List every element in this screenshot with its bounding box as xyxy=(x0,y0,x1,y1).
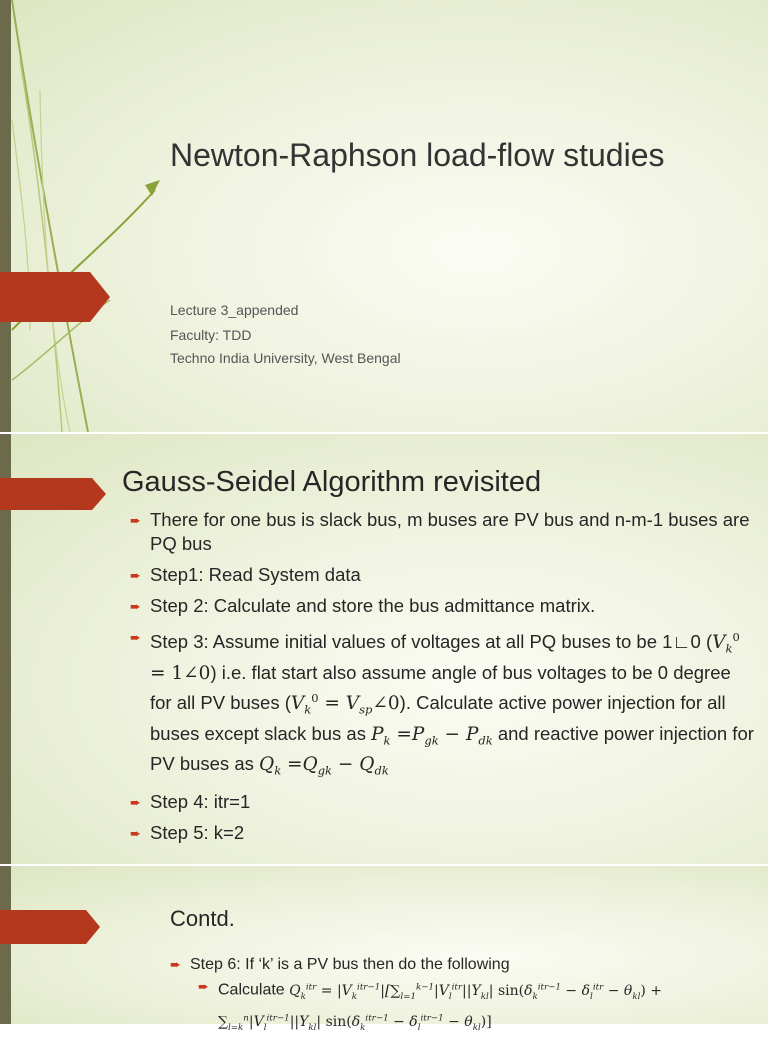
bullet-list xyxy=(130,508,755,852)
list-item: ➨ Step 5: k=2 xyxy=(130,821,755,845)
list-item-step3: ➨ Step 3: Assume initial values of voltages at all PQ buses to be 1∟0 ($V_k^0$ = 1∠0) i.e. flat start also assume angle of bus voltages to be 0 degree for all PV buses ($V_k^0$ = $V_{sp}\angle 0$). Calculate active power injection for all buses except slack bus as $P_k =P_{gk} - P_{dk}$ and reactive power injection for PV buses as $Q_k =Q_{gk} - Q_{dk}$ xyxy=(130,625,755,783)
formula-vk0-pv: $V_k^0$ = $V_{sp}\angle 0$ xyxy=(290,690,400,717)
arrow-bullet-icon: ➨ xyxy=(198,979,209,994)
decorative-grass-lines xyxy=(0,0,140,432)
list-item: ➨ Step1: Read System data xyxy=(130,563,755,587)
lecture-label: Lecture 3_appended xyxy=(170,302,299,318)
list-item: ➨ Step 4: itr=1 xyxy=(130,790,755,814)
list-item: ➨ Step 2: Calculate and store the bus admittance matrix. xyxy=(130,594,755,618)
arrow-bullet-icon: ➨ xyxy=(130,795,141,811)
slide-gauss-seidel xyxy=(0,434,768,864)
left-bar xyxy=(0,866,11,1024)
formula-qk: $Q_k =Q_{gk} - Q_{dk}$ xyxy=(259,754,389,779)
slide-title xyxy=(0,0,768,432)
list-item: ➨ There for one bus is slack bus, m buses are PV bus and n-m-1 buses are PQ bus xyxy=(130,509,750,554)
accent-tab xyxy=(0,272,112,322)
formula-qk-itr: $Q_k^{itr} = |V_k^{itr-1}|[\sum_{l=1}^{k-1}|V_l^{itr}||Y_{kl}|$ $\sin(\delta_k^{itr-1} - \delta_l^{itr} - \theta_{kl}) + \sum_{l=k}^n|V_l^{itr-1}||Y_{kl}|$ $\sin(\delta_k^{itr-1} - \delta_l^{itr-1} - \theta_{kl})$] xyxy=(218,982,662,1033)
arrow-bullet-icon: ➨ xyxy=(170,957,181,972)
slide-heading: Gauss-Seidel Algorithm revisited xyxy=(122,466,542,498)
list-item-calculate: ➨ Calculate $Q_k^{itr} = |V_k^{itr-1}|[\sum_{l=1}^{k-1}|V_l^{itr}||Y_{kl}|$ $\sin(\delta_k^{itr-1} - \delta_l^{itr} - \theta_{kl}) + \sum_{l=k}^n|V_l^{itr-1}||Y_{kl}|$ $\sin(\delta_k^{itr-1} - \delta_l^{itr-1} - \theta_{kl})$] xyxy=(198,976,730,1039)
accent-tab xyxy=(0,910,112,944)
slide-heading: Contd. xyxy=(170,906,235,931)
arrow-bullet-icon: ➨ xyxy=(130,826,141,842)
formula-vk0-flat: $V_k^0$ = 1∠0 xyxy=(150,630,740,684)
slide-contd xyxy=(0,866,768,1033)
arrow-bullet-icon: ➨ xyxy=(130,630,141,645)
formula-pk: $P_k =P_{gk} - P_{dk}$ xyxy=(371,723,493,748)
arrow-bullet-icon: ➨ xyxy=(130,599,141,614)
arrow-bullet-icon: ➨ xyxy=(130,568,141,583)
faculty-label: Faculty: TDD xyxy=(170,327,252,343)
slide-title-heading: Newton-Raphson load-flow studies xyxy=(170,137,665,173)
university-label: Techno India University, West Bengal xyxy=(170,350,401,366)
list-item: ➨ Step 6: If ‘k’ is a PV bus then do the following xyxy=(170,954,730,976)
arrow-bullet-icon: ➨ xyxy=(130,513,141,528)
bullet-list xyxy=(170,954,730,1039)
accent-tab xyxy=(0,478,112,510)
